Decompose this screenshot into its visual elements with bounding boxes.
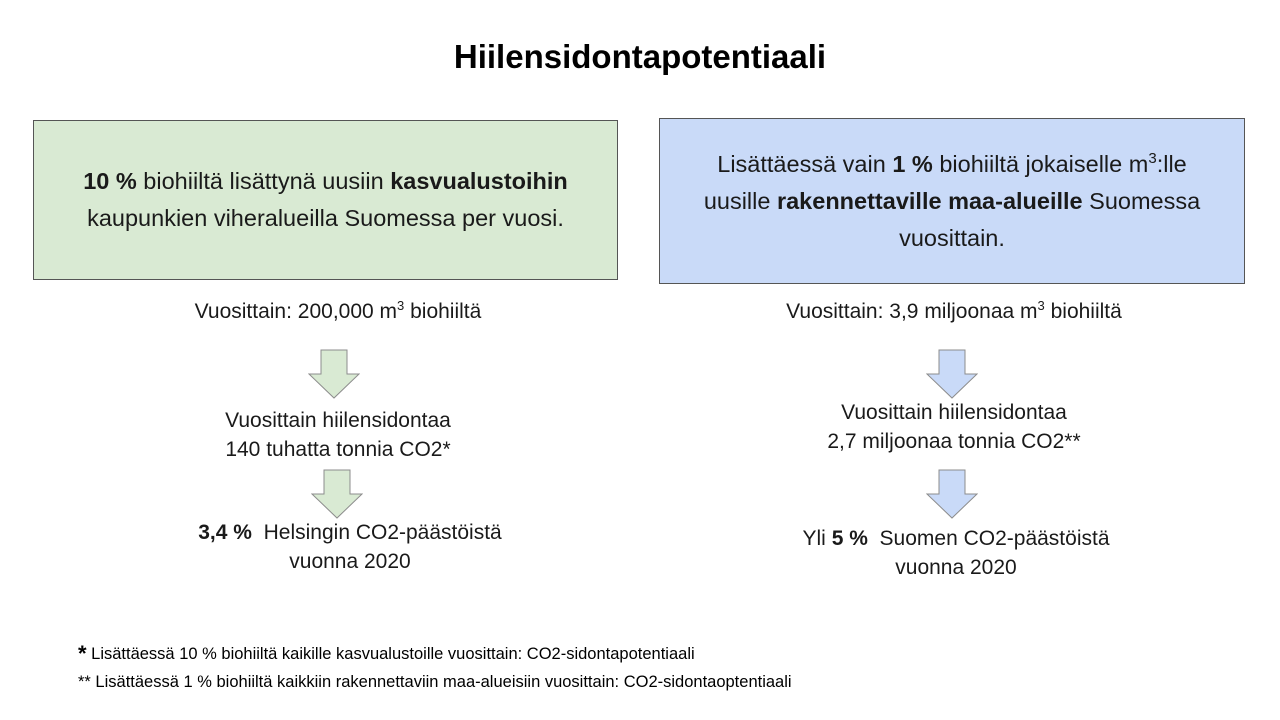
right-box-sup: 3 [1148, 149, 1157, 167]
right-down-arrow-icon [926, 349, 978, 399]
left-box-highlight-percent: 10 % [83, 168, 137, 194]
left-annual-amount [33, 300, 643, 324]
right-step2-text: Suomen CO2-päästöistä [867, 527, 1110, 550]
right-step2-prefix: Yli [802, 527, 832, 550]
right-annual-sup: 3 [1037, 298, 1045, 313]
right-box-text-part: Lisättäessä vain [717, 150, 893, 177]
right-annual-prefix: Vuosittain: 3,9 miljoonaa m [786, 300, 1038, 323]
right-box-text-part: Suomessa vuosittain. [899, 187, 1201, 251]
left-annual-prefix: Vuosittain: 200,000 m [194, 300, 398, 323]
left-annual-suffix: biohiiltä [404, 300, 482, 323]
right-box-text-part: biohiiltä jokaiselle m [932, 150, 1149, 177]
left-step1-line1: Vuosittain hiilensidontaa [225, 409, 451, 432]
left-step2-line2: vuonna 2020 [289, 550, 411, 573]
footnote-2: ** Lisättäessä 1 % biohiiltä kaikkiin rakennettaviin maa-alueisiin vuosittain: CO2-sidontaoptentiaali [78, 673, 792, 691]
left-down-arrow-icon [308, 349, 360, 399]
footnote-1-text: Lisättäessä 10 % biohiiltä kaikille kasvualustoille vuosittain: CO2-sidontapotentiaali [86, 645, 695, 663]
right-box-text-part: :lle uusille [703, 150, 1187, 214]
left-emissions-share [33, 518, 667, 576]
left-box-text [60, 163, 591, 237]
right-box-text [684, 146, 1220, 257]
right-box-highlight-percent: 1 % [892, 150, 933, 177]
right-step1-line2: 2,7 miljoonaa tonnia CO2** [827, 430, 1081, 453]
left-info-box [33, 120, 618, 280]
right-info-box [659, 118, 1245, 284]
right-annual-amount [659, 300, 1249, 324]
left-step1-line2: 140 tuhatta tonnia CO2* [225, 438, 451, 461]
slide-title: Hiilensidontapotentiaali [453, 38, 827, 75]
right-annual-suffix: biohiiltä [1044, 300, 1122, 323]
left-step2-percent: 3,4 % [198, 521, 252, 544]
right-step2-line2: vuonna 2020 [895, 556, 1017, 579]
right-step2-line1 [659, 524, 1253, 553]
left-step2-line1 [33, 518, 667, 547]
right-down-arrow-icon [926, 469, 978, 519]
left-sequestration-step [33, 406, 643, 464]
right-step1-line1: Vuosittain hiilensidontaa [841, 401, 1067, 424]
left-box-highlight-term: kasvualustoihin [390, 168, 568, 194]
footnote-1 [78, 640, 792, 668]
footnotes [78, 640, 792, 696]
left-box-text-part: kaupunkien viheralueilla Suomessa per vuosi. [87, 205, 564, 231]
footnote-1-marker: * [78, 641, 87, 666]
right-emissions-share [659, 524, 1253, 582]
left-box-text-part: biohiiltä lisättynä uusiin [136, 168, 391, 194]
left-step2-text: Helsingin CO2-päästöistä [251, 521, 502, 544]
right-step2-percent: 5 % [831, 527, 868, 550]
left-down-arrow-icon [311, 469, 363, 519]
right-sequestration-step [659, 398, 1249, 456]
right-box-highlight-term: rakennettaville maa-alueille [776, 187, 1083, 214]
left-annual-sup: 3 [397, 298, 405, 313]
